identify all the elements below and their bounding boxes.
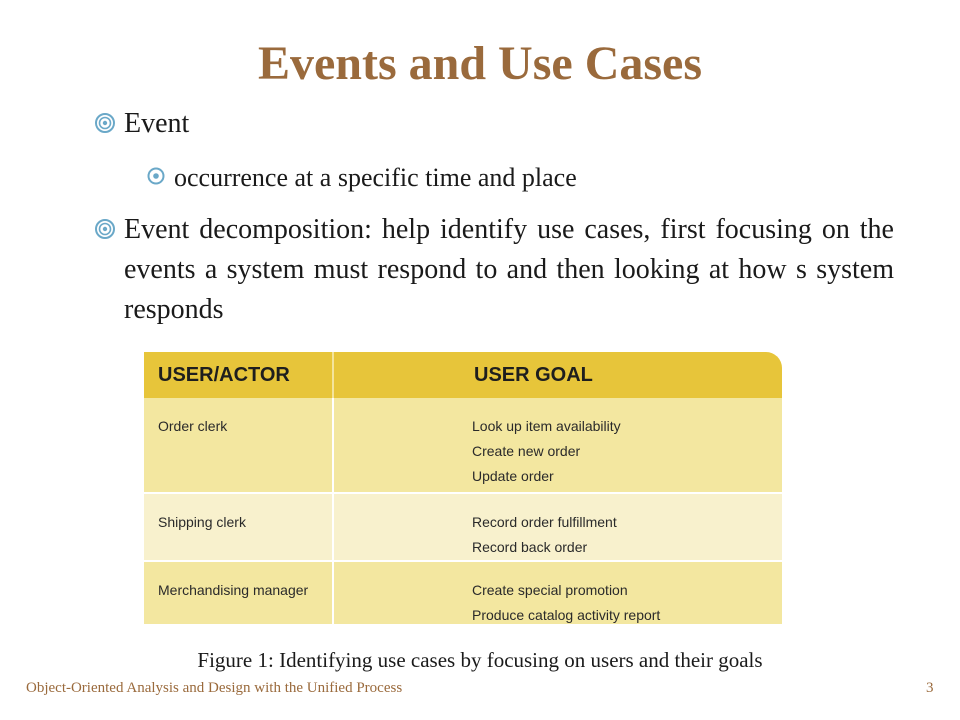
slide-title: Events and Use Cases [257,37,703,90]
target-bullet-icon [94,218,124,242]
goal-item: Look up item availability [472,418,621,434]
table-row [144,398,782,492]
header-user-goal: USER GOAL [474,363,593,386]
bullet-text: Event [124,108,190,139]
header-divider [332,352,334,398]
table-row [144,562,782,624]
figure-caption: Figure 1: Identifying use cases by focusing on users and their goals [197,648,763,672]
circle-dot-bullet-icon [146,166,174,190]
bullet-event-decomposition [94,210,894,330]
actor-cell: Order clerk [158,418,228,434]
goal-item: Create new order [472,443,581,459]
goals-cell [332,398,782,492]
column-divider [332,494,334,560]
goal-item: Produce catalog activity report [472,607,661,623]
sub-bullet-occurrence [146,158,906,198]
goal-item: Create special promotion [472,582,628,598]
goal-item: Record back order [472,539,588,555]
footer-course-title: Object-Oriented Analysis and Design with the Unified Process [26,680,403,696]
use-case-table [144,352,782,624]
actor-cell: Shipping clerk [158,514,246,530]
target-bullet-icon [94,112,124,136]
header-user-actor: USER/ACTOR [158,363,290,386]
goal-item: Update order [472,468,554,484]
column-divider [332,398,334,492]
actor-cell: Merchandising manager [158,582,309,598]
bullet-text: Event decomposition: help identify use cases, first focusing on the events a system must respond to and then looking at how s system responds [124,214,894,325]
page-number: 3 [926,680,934,696]
goal-item: Record order fulfillment [472,514,617,530]
goals-cell [332,562,782,624]
table-header [144,352,782,398]
column-divider [332,562,334,624]
table-row [144,494,782,560]
goals-cell [332,494,782,560]
sub-bullet-text: occurrence at a specific time and place [174,163,577,192]
bullet-event [94,104,894,144]
